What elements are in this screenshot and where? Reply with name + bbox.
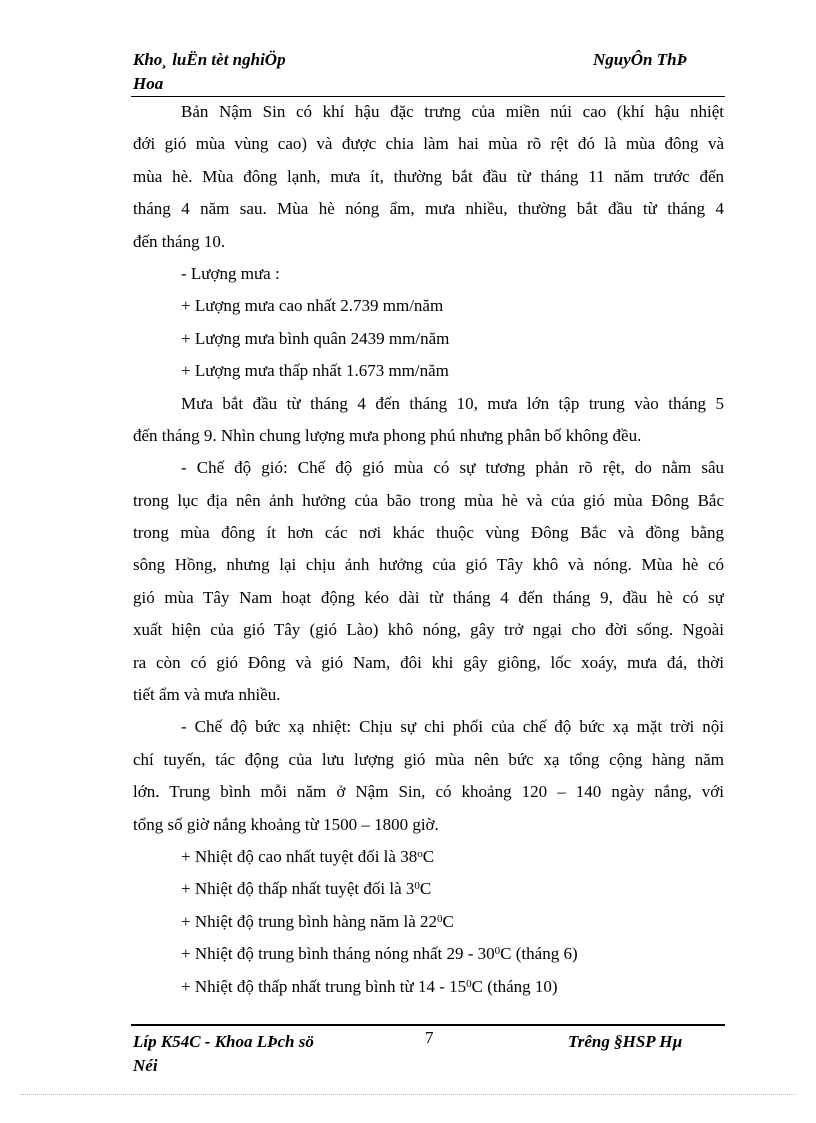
paragraph-line: chí tuyến, tác động của lưu lượng gió mùa nên bức xạ tổng cộng hàng năm bbox=[133, 749, 724, 769]
footer-left-line2: Néi bbox=[133, 1056, 158, 1075]
rain-heading: - Lượng mưa : bbox=[181, 263, 280, 283]
temperature-item: + Nhiệt độ thấp nhất tuyệt đối là $3^0C$ bbox=[181, 879, 432, 899]
paragraph-line: Mưa bắt đầu từ tháng 4 đến tháng 10, mưa lớn tập trung vào tháng 5 bbox=[181, 393, 724, 413]
paragraph-line: - Chế độ gió: Chế độ gió mùa có sự tương phản rõ rệt, do nằm sâu bbox=[181, 458, 724, 478]
paragraph-line: ra còn có gió Đông và gió Nam, đôi khi gây giông, lốc xoáy, mưa đá, thời bbox=[133, 652, 724, 672]
header-left bbox=[133, 48, 286, 96]
rain-item: + Lượng mưa thấp nhất 1.673 mm/năm bbox=[181, 361, 449, 381]
paragraph-line: Bản Nậm Sin có khí hậu đặc trưng của miền núi cao (khí hậu nhiệt bbox=[181, 102, 724, 121]
footer-left bbox=[133, 1030, 314, 1078]
footer-left-line1: Líp K54C - Khoa LÞch sö bbox=[133, 1032, 314, 1051]
paragraph-line: trong mùa đông ít hơn các nơi khác thuộc vùng Đông Bắc và đồng bằng bbox=[133, 523, 724, 543]
paragraph-line: xuất hiện của gió Tây (gió Lào) khô nóng, gây trở ngại cho đời sống. Ngoài bbox=[133, 620, 724, 640]
temperature-item: + Nhiệt độ trung bình tháng nóng nhất $29 - 30^0C$ (tháng 6) bbox=[181, 944, 578, 964]
temperature-item: + Nhiệt độ cao nhất tuyệt đối là 38$^o$C bbox=[181, 846, 435, 866]
paragraph-line: - Chế độ bức xạ nhiệt: Chịu sự chi phối của chế độ bức xạ mặt trời nội bbox=[181, 717, 724, 737]
paragraph-line: lớn. Trung bình mỗi năm ở Nậm Sin, có khoảng 120 – 140 ngày nắng, với bbox=[133, 782, 724, 802]
paragraph-line: đến tháng 9. Nhìn chung lượng mưa phong phú nhưng phân bố không đều. bbox=[133, 425, 642, 445]
paragraph-line: tổng số giờ nắng khoảng từ 1500 – 1800 giờ. bbox=[133, 814, 439, 834]
rain-item: + Lượng mưa bình quân 2439 mm/năm bbox=[181, 328, 450, 348]
header-left-line1: Kho¸ luËn tèt nghiÖp bbox=[133, 50, 286, 69]
page-boundary bbox=[20, 1094, 796, 1095]
paragraph-line: tiết ẩm và mưa nhiều. bbox=[133, 685, 281, 705]
paragraph-line: tháng 4 năm sau. Mùa hè nóng ẩm, mưa nhiều, thường bắt đầu từ tháng 4 bbox=[133, 199, 724, 219]
page-number: 7 bbox=[425, 1028, 434, 1047]
paragraph-line: mùa hè. Mùa đông lạnh, mưa ít, thường bắt đầu từ tháng 11 năm trước đến bbox=[133, 166, 724, 186]
paragraph-line: đới gió mùa vùng cao) và được chia làm hai mùa rõ rệt đó là mùa đông và bbox=[133, 134, 724, 154]
paragraph-line: trong lục địa nên ảnh hưởng của bão trong mùa hè và của gió mùa Đông Bắc bbox=[133, 490, 724, 510]
paragraph-line: đến tháng 10. bbox=[133, 231, 226, 251]
footer-right: Trêng §HSP Hµ bbox=[568, 1032, 683, 1051]
page-body bbox=[133, 96, 724, 1003]
temperature-item: + Nhiệt độ thấp nhất trung bình từ $14 - 15^0C$ (tháng 10) bbox=[181, 976, 558, 996]
temperature-item: + Nhiệt độ trung bình hàng năm là $22^0C$ bbox=[181, 911, 454, 931]
header-left-line2: Hoa bbox=[133, 74, 164, 93]
header-right: NguyÔn ThÞ bbox=[593, 50, 687, 69]
paragraph-line: gió mùa Tây Nam hoạt động kéo dài từ tháng 4 đến tháng 9, đầu hè có sự bbox=[133, 587, 724, 607]
paragraph-line: sông Hồng, nhưng lại chịu ảnh hưởng của gió Tây khô và nóng. Mùa hè có bbox=[133, 555, 724, 575]
rain-item: + Lượng mưa cao nhất 2.739 mm/năm bbox=[181, 296, 444, 316]
